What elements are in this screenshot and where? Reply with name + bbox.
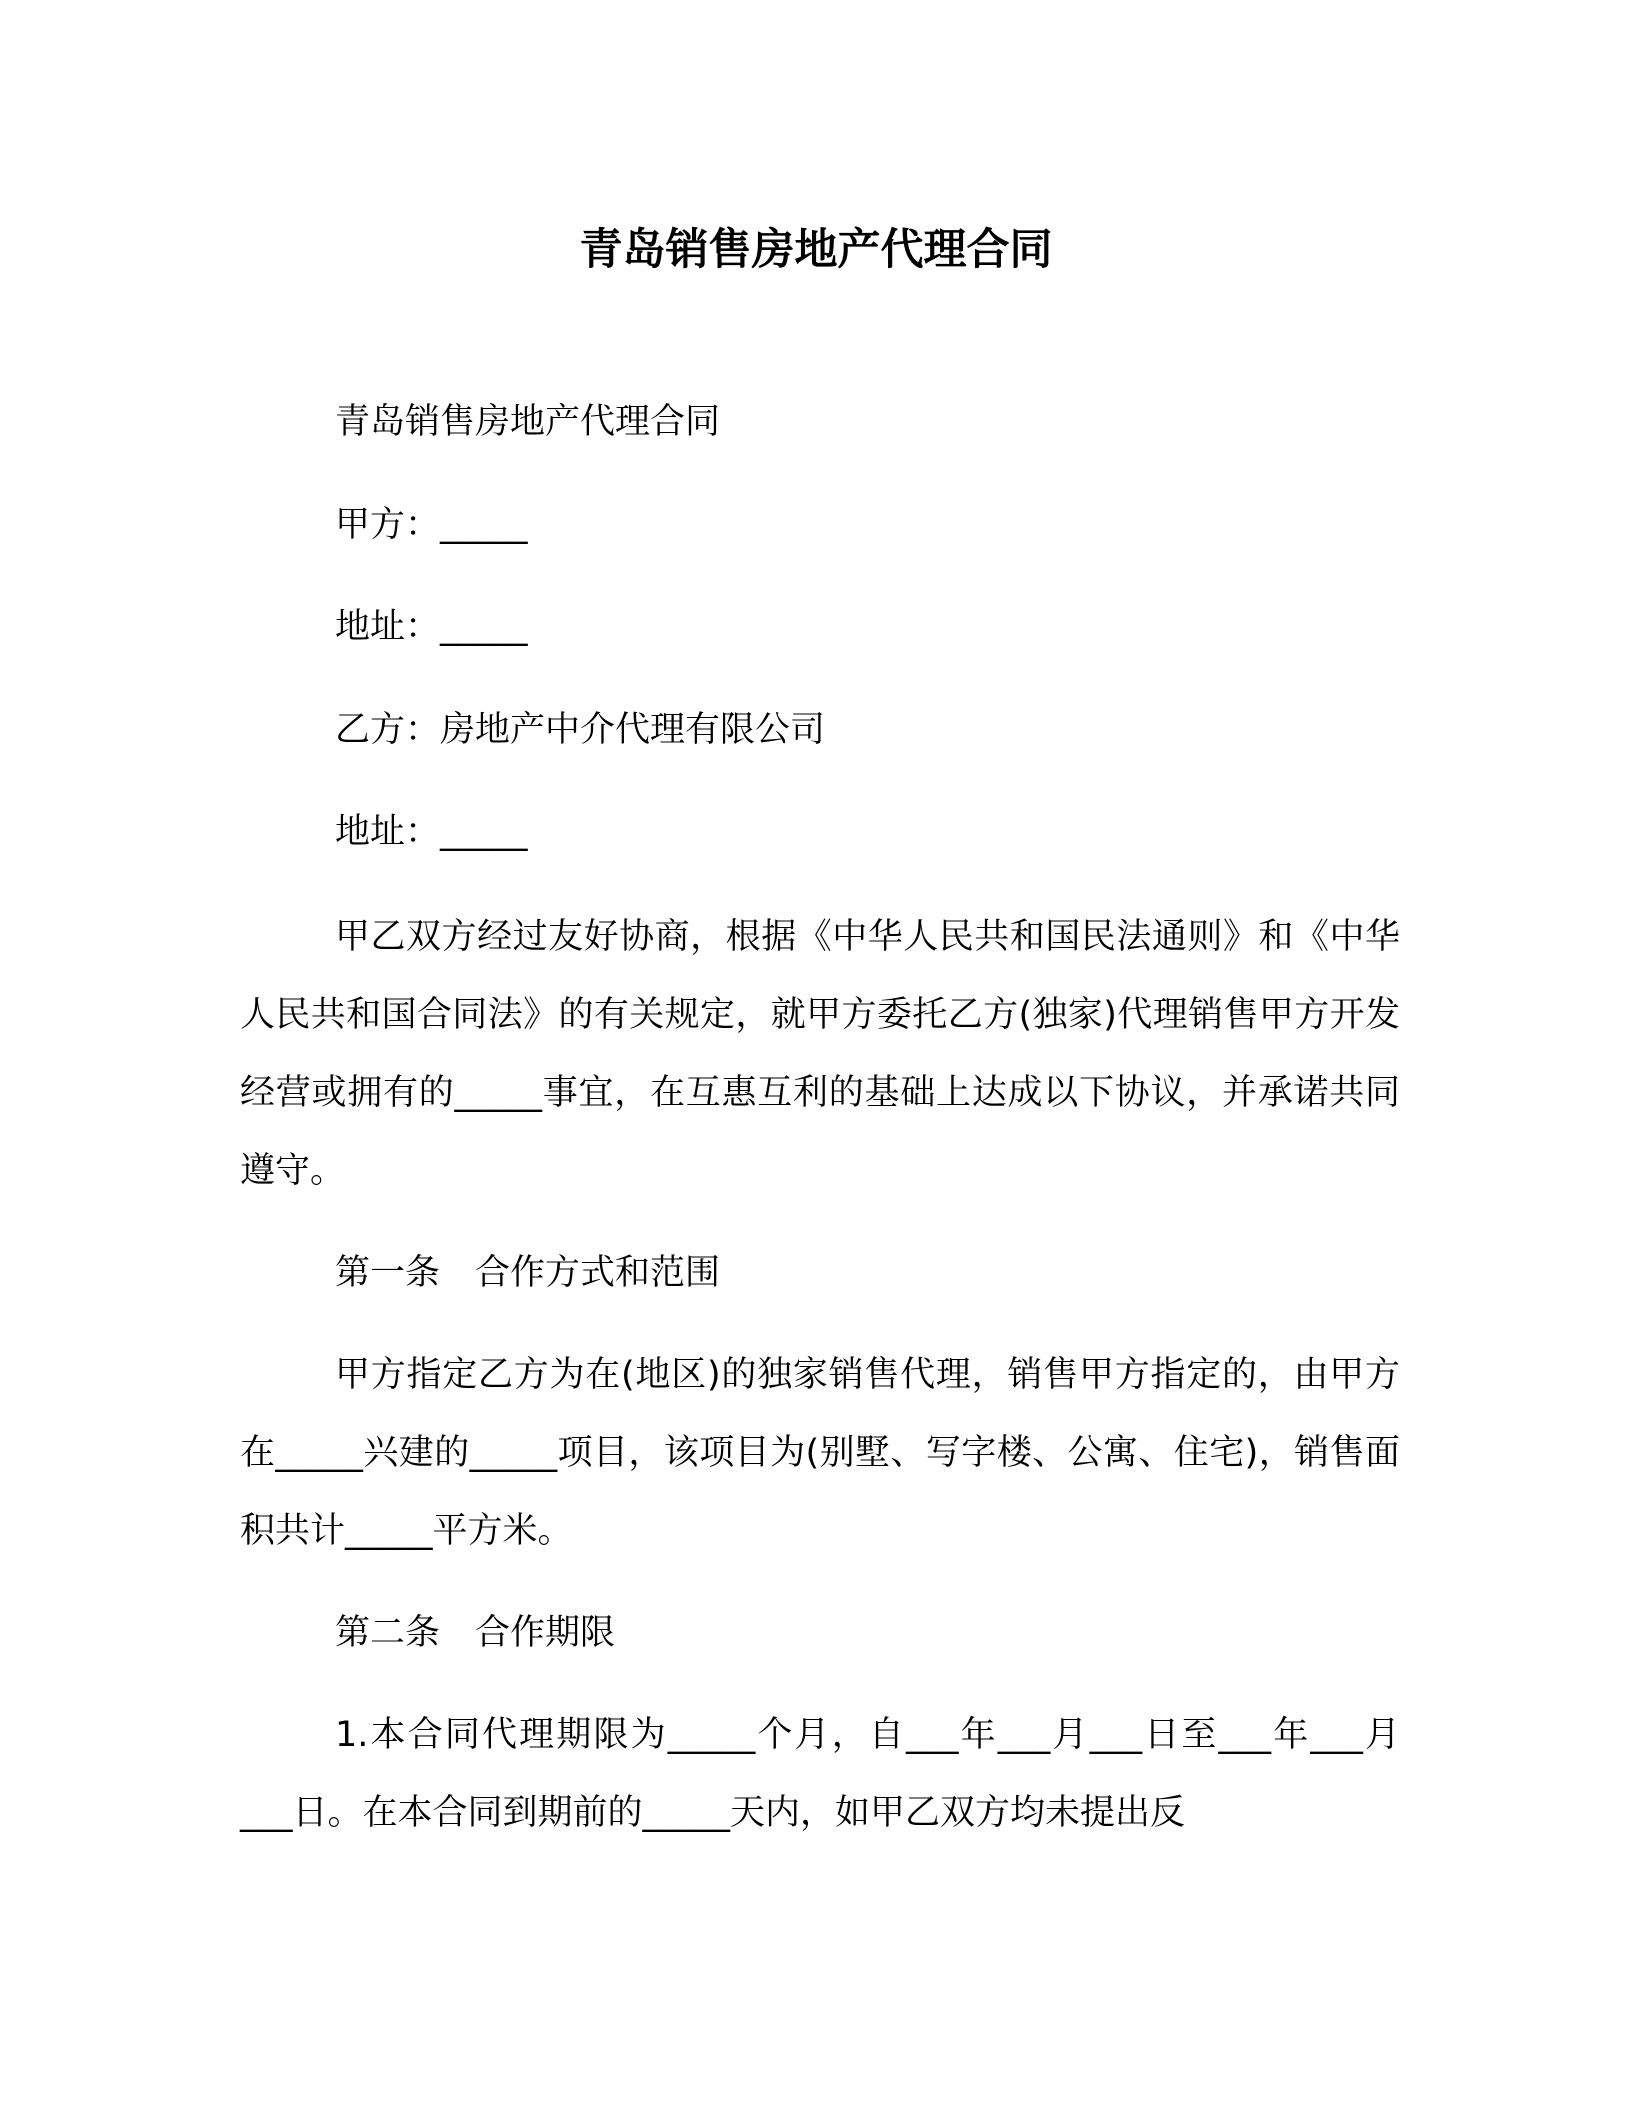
party-a-line: 甲方：_____ [335, 505, 528, 545]
article-1-body: 甲方指定乙方为在(地区)的独家销售代理，销售甲方指定的，由甲方在_____兴建的_____项目，该项目为(别墅、写字楼、公寓、住宅)，销售面积共计_____平方米。 [240, 1355, 1400, 1551]
party-b-line: 乙方：房地产中介代理有限公司 [335, 710, 826, 750]
article-2-heading: 第二条 合作期限 [335, 1613, 616, 1653]
article-1-heading: 第一条 合作方式和范围 [335, 1253, 721, 1293]
preamble-paragraph: 甲乙双方经过友好协商，根据《中华人民共和国民法通则》和《中华人民共和国合同法》的有关规定，就甲方委托乙方(独家)代理销售甲方开发经营或拥有的_____事宜，在互惠互利的基础上达成以下协议，并承诺共同遵守。 [240, 917, 1400, 1191]
document-subtitle: 青岛销售房地产代理合同 [335, 402, 721, 442]
article-2-body: 1.本合同代理期限为_____个月，自___年___月___日至___年___月___日。在本合同到期前的_____天内，如甲乙双方均未提出反 [240, 1715, 1400, 1833]
document-title: 青岛销售房地产代理合同 [579, 225, 1053, 275]
party-a-address-line: 地址：_____ [335, 607, 528, 647]
party-b-address-line: 地址：_____ [335, 812, 528, 852]
